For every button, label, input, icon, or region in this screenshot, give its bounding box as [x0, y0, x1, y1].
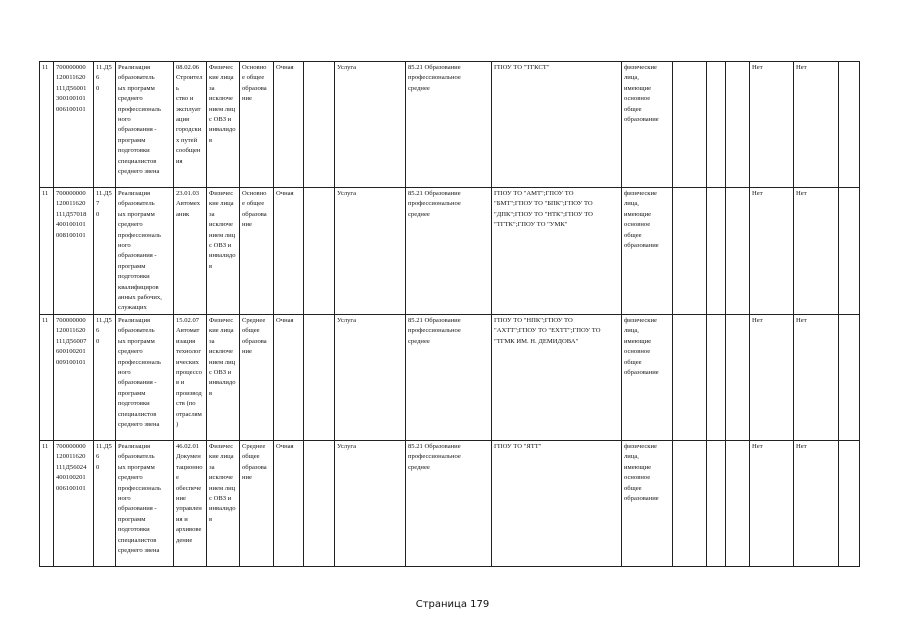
student-category: Физичес кие лица за исключе нием лиц с ОВЗ и инвалидо в: [207, 314, 240, 440]
empty-cell: [839, 188, 860, 315]
paid-flag: Нет: [750, 188, 794, 315]
registry-code: 700000000 120011620 111Д57018 400100101 008100101: [54, 188, 94, 315]
service-type: Услуга: [335, 188, 406, 315]
empty-cell: [726, 314, 750, 440]
empty-cell: [304, 440, 335, 566]
service-name: Реализация образователь ых программ среднего профессиональ ного образования - программ подготовки специалистов среднего звена: [116, 440, 174, 566]
consumer-category: физические лица, имеющие основное общее образование: [622, 314, 673, 440]
row-number: 11: [40, 440, 54, 566]
empty-cell: [726, 62, 750, 188]
service-type: Услуга: [335, 440, 406, 566]
fee-flag: Нет: [794, 188, 839, 315]
services-register-table: [39, 61, 860, 567]
empty-cell: [304, 188, 335, 315]
empty-cell: [839, 314, 860, 440]
empty-cell: [707, 440, 726, 566]
specialty: 46.02.01 Докумен тационно е обеспече ние управлен ия и архивове дение: [174, 440, 207, 566]
register-body: [40, 62, 860, 567]
empty-cell: [673, 440, 707, 566]
table-row: [40, 62, 860, 188]
consumer-category: физические лица, имеющие основное общее образование: [622, 62, 673, 188]
row-number: 11: [40, 188, 54, 315]
fee-flag: Нет: [794, 440, 839, 566]
specialty: 08.02.06 Строитель ство и эксплуат ация городски х путей сообщен ия: [174, 62, 207, 188]
consumer-category: физические лица, имеющие основное общее образование: [622, 188, 673, 315]
education-base: Основно е общее образова ние: [240, 188, 274, 315]
row-number: 11: [40, 62, 54, 188]
table-row: [40, 314, 860, 440]
education-base: Среднее общее образова ние: [240, 440, 274, 566]
table-row: [40, 188, 860, 315]
organizations: ГПОУ ТО "ТГКСТ": [492, 62, 622, 188]
okved-code: 85.21 Образование профессиональное среднее: [406, 62, 492, 188]
page-number: Страница 179: [415, 599, 490, 610]
education-base: Основно е общее образова ние: [240, 62, 274, 188]
empty-cell: [839, 62, 860, 188]
empty-cell: [707, 188, 726, 315]
registry-code: 700000000 120011620 111Д56024 400100201 006100101: [54, 440, 94, 566]
registry-code: 700000000 120011620 111Д56007 600100201 009100101: [54, 314, 94, 440]
fee-flag: Нет: [794, 62, 839, 188]
service-type: Услуга: [335, 62, 406, 188]
student-category: Физичес кие лица за исключе нием лиц с ОВЗ и инвалидо в: [207, 188, 240, 315]
study-form: Очная: [274, 62, 304, 188]
organizations: ГПОУ ТО "НПК";ГПОУ ТО "АХТТ";ГПОУ ТО "ЕХТТ";ГПОУ ТО "ТГМК ИМ. Н. ДЕМИДОВА": [492, 314, 622, 440]
empty-cell: [304, 62, 335, 188]
study-form: Очная: [274, 188, 304, 315]
empty-cell: [673, 62, 707, 188]
empty-cell: [707, 314, 726, 440]
study-form: Очная: [274, 440, 304, 566]
student-category: Физичес кие лица за исключе нием лиц с ОВЗ и инвалидо в: [207, 62, 240, 188]
empty-cell: [673, 314, 707, 440]
study-form: Очная: [274, 314, 304, 440]
row-number: 11: [40, 314, 54, 440]
empty-cell: [673, 188, 707, 315]
education-base: Среднее общее образова ние: [240, 314, 274, 440]
service-name: Реализация образователь ых программ среднего профессиональ ного образования - программ подготовки квалифициров анных рабочих, служащих: [116, 188, 174, 315]
consumer-category: физические лица, имеющие основное общее образование: [622, 440, 673, 566]
okved-code: 85.21 Образование профессиональное среднее: [406, 188, 492, 315]
fee-flag: Нет: [794, 314, 839, 440]
service-id: 11.Д57 0: [94, 188, 116, 315]
okved-code: 85.21 Образование профессиональное среднее: [406, 440, 492, 566]
service-id: 11.Д56 0: [94, 314, 116, 440]
empty-cell: [304, 314, 335, 440]
empty-cell: [726, 188, 750, 315]
service-type: Услуга: [335, 314, 406, 440]
organizations: ГПОУ ТО "ЯТТ": [492, 440, 622, 566]
okved-code: 85.21 Образование профессиональное среднее: [406, 314, 492, 440]
student-category: Физичес кие лица за исключе нием лиц с ОВЗ и инвалидо в: [207, 440, 240, 566]
service-id: 11.Д56 0: [94, 62, 116, 188]
paid-flag: Нет: [750, 62, 794, 188]
empty-cell: [707, 62, 726, 188]
empty-cell: [726, 440, 750, 566]
table-row: [40, 440, 860, 566]
paid-flag: Нет: [750, 314, 794, 440]
registry-code: 700000000 120011620 111Д56001 300100101 006100101: [54, 62, 94, 188]
paid-flag: Нет: [750, 440, 794, 566]
service-id: 11.Д56 0: [94, 440, 116, 566]
organizations: ГПОУ ТО "АМТ";ГПОУ ТО "БМТ";ГПОУ ТО "БПК";ГПОУ ТО "ДПК";ГПОУ ТО "НТК";ГПОУ ТО "ТГТК";ГПОУ ТО "УМК": [492, 188, 622, 315]
service-name: Реализация образователь ых программ среднего профессиональ ного образования - программ подготовки специалистов среднего звена: [116, 314, 174, 440]
specialty: 15.02.07 Автомат изация технолог ических процессо в и производ ств (по отраслям ): [174, 314, 207, 440]
empty-cell: [839, 440, 860, 566]
service-name: Реализация образователь ых программ среднего профессиональ ного образования - программ подготовки специалистов среднего звена: [116, 62, 174, 188]
specialty: 23.01.03 Автомех аник: [174, 188, 207, 315]
